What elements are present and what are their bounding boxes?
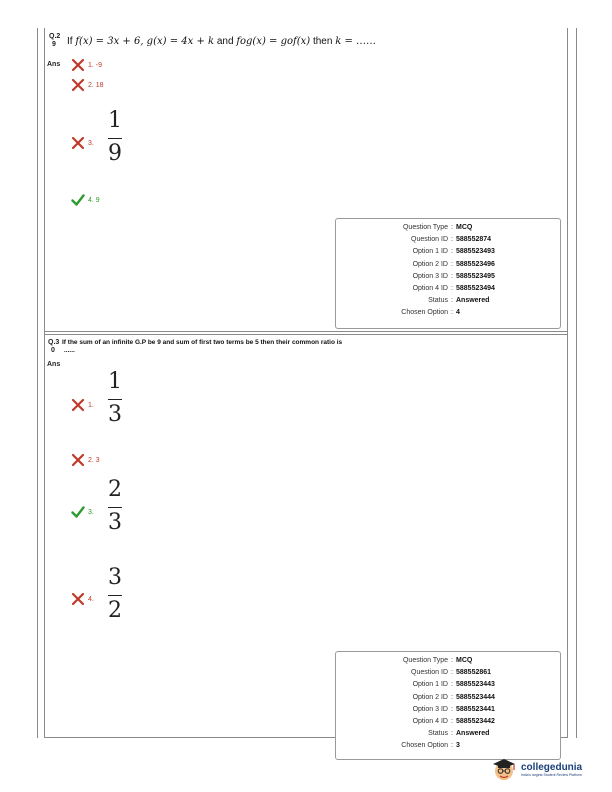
fraction-denominator: 9 bbox=[108, 141, 122, 167]
question-text-continued: ...... bbox=[64, 347, 75, 354]
info-value: MCQ bbox=[456, 224, 473, 231]
info-key: Option 1 ID bbox=[412, 248, 448, 256]
cross-icon bbox=[71, 136, 85, 150]
option-4 bbox=[71, 193, 100, 207]
question-info-box bbox=[335, 651, 561, 760]
cross-icon bbox=[71, 398, 85, 412]
question-number-suffix: 0 bbox=[51, 347, 55, 354]
question-info-box bbox=[335, 218, 561, 329]
question-divider bbox=[44, 334, 568, 335]
question-math: fog(x) = gof(x) bbox=[236, 36, 311, 47]
info-value: 5885523494 bbox=[456, 285, 495, 293]
info-value: Answered bbox=[456, 297, 490, 305]
info-row: Option 3 ID : 5885523441 bbox=[336, 704, 560, 716]
cross-icon bbox=[71, 58, 85, 72]
question-text bbox=[67, 36, 376, 47]
info-key: Option 2 ID bbox=[412, 693, 448, 701]
info-value: Answered bbox=[456, 730, 490, 738]
info-row: Chosen Option : 3 bbox=[336, 740, 560, 752]
info-row: Question Type : MCQ bbox=[336, 655, 560, 667]
option-label: 1. -9 bbox=[88, 61, 103, 69]
fraction-numerator: 3 bbox=[108, 565, 122, 590]
info-value: 5885523444 bbox=[456, 693, 495, 701]
option-label: 1. bbox=[88, 401, 94, 409]
option-4 bbox=[71, 592, 94, 606]
fraction-bar bbox=[108, 138, 122, 139]
info-key: Status bbox=[428, 297, 448, 305]
check-icon bbox=[71, 505, 85, 519]
question-text: If the sum of an infinite G.P be 9 and sum of first two terms be 5 then their common ratio is bbox=[62, 339, 343, 346]
cross-icon bbox=[71, 592, 85, 606]
question-text-and: and bbox=[216, 36, 234, 47]
info-key: Question Type bbox=[402, 224, 448, 231]
info-key: Question Type bbox=[402, 657, 448, 664]
info-row: Status : Answered bbox=[336, 295, 560, 307]
question-number-label: Q.2 bbox=[49, 33, 61, 40]
option-3 bbox=[71, 136, 94, 150]
info-key: Option 3 ID bbox=[412, 705, 448, 713]
question-math: f(x) = 3x + 6, g(x) = 4x + k bbox=[75, 36, 215, 47]
info-key: Chosen Option bbox=[401, 309, 448, 317]
frame-left-inner bbox=[44, 28, 45, 738]
info-key: Option 3 ID bbox=[412, 272, 448, 280]
option-label: 3. bbox=[88, 508, 94, 516]
frame-right-inner bbox=[567, 28, 568, 738]
cross-icon bbox=[71, 453, 85, 467]
answer-label: Ans bbox=[47, 361, 61, 368]
info-value: 5885523496 bbox=[456, 260, 495, 268]
fraction-bar bbox=[108, 507, 122, 508]
option-label: 2. 3 bbox=[88, 456, 100, 464]
info-key: Option 4 ID bbox=[412, 718, 448, 726]
info-row: Question Type : MCQ bbox=[336, 222, 560, 234]
fraction bbox=[108, 565, 122, 624]
fraction-denominator: 2 bbox=[108, 598, 122, 624]
info-key: Question ID bbox=[411, 236, 448, 244]
info-value: 5885523493 bbox=[456, 248, 495, 256]
info-value: 5885523441 bbox=[456, 705, 495, 713]
info-value: 588552861 bbox=[456, 669, 492, 677]
info-key: Chosen Option bbox=[401, 742, 448, 750]
option-2 bbox=[71, 78, 104, 92]
info-value: 4 bbox=[456, 309, 460, 317]
fraction-numerator: 1 bbox=[108, 108, 122, 133]
info-row: Status : Answered bbox=[336, 728, 560, 740]
option-label: 4. bbox=[88, 595, 94, 603]
info-value: 3 bbox=[456, 742, 460, 750]
question-number-label: Q.3 bbox=[48, 339, 60, 346]
question-text-then: then bbox=[312, 36, 333, 47]
fraction-bar bbox=[108, 399, 122, 400]
option-2 bbox=[71, 453, 100, 467]
graduate-mascot-icon bbox=[490, 756, 518, 782]
info-row: Option 4 ID : 5885523442 bbox=[336, 716, 560, 728]
info-value: 5885523443 bbox=[456, 681, 495, 689]
info-value: MCQ bbox=[456, 657, 473, 664]
info-key: Option 1 ID bbox=[412, 681, 448, 689]
fraction-numerator: 2 bbox=[108, 477, 122, 502]
option-label: 2. 18 bbox=[88, 81, 104, 89]
logo-tagline: India's largest Student Review Platform bbox=[521, 772, 582, 777]
info-row: Option 4 ID : 5885523494 bbox=[336, 283, 560, 295]
fraction bbox=[108, 369, 122, 428]
info-value: 5885523495 bbox=[456, 272, 495, 280]
option-label: 4. 9 bbox=[88, 196, 100, 204]
question-text-prefix: If bbox=[67, 36, 73, 47]
option-1 bbox=[71, 58, 102, 72]
question-math: k = …… bbox=[335, 36, 377, 47]
fraction-bar bbox=[108, 595, 122, 596]
fraction bbox=[108, 477, 122, 536]
info-row: Option 1 ID : 5885523493 bbox=[336, 246, 560, 258]
answer-label: Ans bbox=[47, 61, 61, 68]
info-row: Chosen Option : 4 bbox=[336, 307, 560, 319]
frame-left-outer bbox=[37, 28, 38, 738]
info-value: 588552874 bbox=[456, 236, 492, 244]
check-icon bbox=[71, 193, 85, 207]
info-key: Option 2 ID bbox=[412, 260, 448, 268]
logo-wordmark: collegedunia bbox=[521, 761, 583, 773]
frame-right-outer bbox=[576, 28, 577, 738]
info-value: 5885523442 bbox=[456, 718, 495, 726]
info-row: Question ID : 588552861 bbox=[336, 667, 560, 679]
info-key: Option 4 ID bbox=[412, 285, 448, 293]
cross-icon bbox=[71, 78, 85, 92]
fraction-numerator: 1 bbox=[108, 369, 122, 394]
question-number bbox=[49, 33, 60, 49]
question-number bbox=[48, 339, 59, 355]
fraction bbox=[108, 108, 122, 167]
info-key: Status bbox=[428, 730, 448, 738]
option-label: 3. bbox=[88, 139, 94, 147]
fraction-denominator: 3 bbox=[108, 510, 122, 536]
info-row: Option 1 ID : 5885523443 bbox=[336, 679, 560, 691]
option-3 bbox=[71, 505, 94, 519]
info-row: Option 2 ID : 5885523444 bbox=[336, 692, 560, 704]
info-key: Question ID bbox=[411, 669, 448, 677]
option-1 bbox=[71, 398, 94, 412]
collegedunia-logo[interactable] bbox=[490, 756, 582, 782]
info-row: Option 3 ID : 5885523495 bbox=[336, 271, 560, 283]
info-row: Question ID : 588552874 bbox=[336, 234, 560, 246]
question-number-suffix: 9 bbox=[52, 41, 56, 48]
fraction-denominator: 3 bbox=[108, 402, 122, 428]
question-divider bbox=[44, 331, 568, 332]
info-row: Option 2 ID : 5885523496 bbox=[336, 259, 560, 271]
